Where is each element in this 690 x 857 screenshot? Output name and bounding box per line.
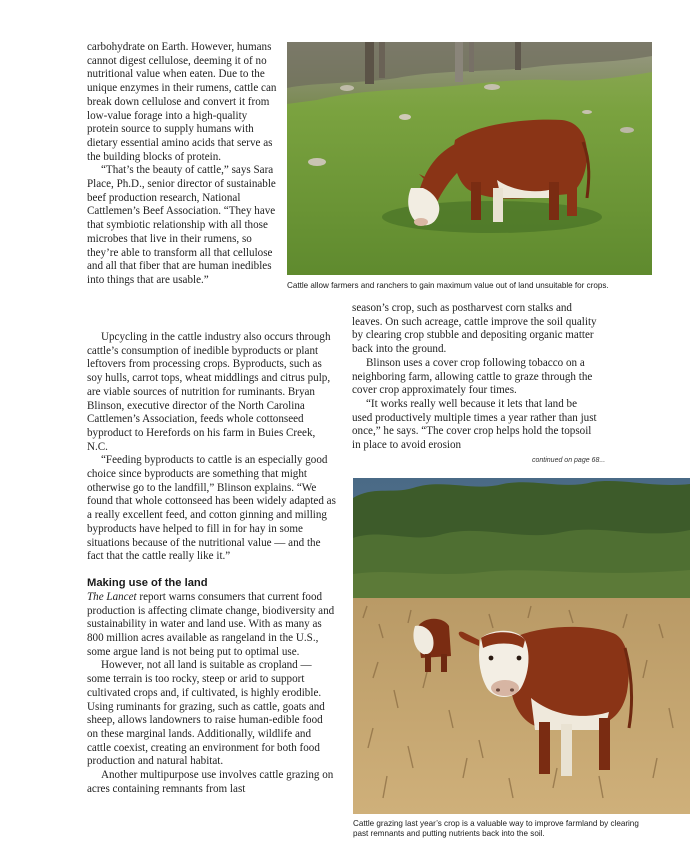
paragraph-cropland: However, not all land is suitable as cropland — some terrain is too rocky, steep or arid to support cultivated crops and, if cultivated, is highly erodible. Using ruminants for grazing, such as cattle, goats and sheep, allows landowners to raise human-edible food on these marginal lands. Additionally, wildlife and cattle coexist, creating an environment for both food production and natural habitat.: [87, 659, 325, 768]
top-photo-caption: Cattle allow farmers and ranchers to gain maximum value out of land unsuitable for crops.: [287, 281, 609, 290]
paragraph-postharvest: season’s crop, such as postharvest corn stalks and leaves. On such acreage, cattle improve the soil quality by clearing crop stubble and depositing organic matter back into the ground.: [352, 302, 597, 356]
paragraph-beauty-of-cattle: “That’s the beauty of cattle,” says Sara Place, Ph.D., senior director of sustainable beef production research, National Cattlemen’s Beef Association. “They have that symbiotic relationship with all those microbes that live in their rumens, so they’re able to transform all that cellulose and all that fiber that are human inedibles into things that are usable.”: [87, 164, 276, 286]
paragraph-cellulose: carbohydrate on Earth. However, humans cannot digest cellulose, deeming it of no nutritional value when eaten. Due to the unique enzymes in their rumens, cattle can break down cellulose and convert it from low-value forage into a high-quality protein source to supply humans with dietary essential amino acids that serve as the building blocks of protein.: [87, 41, 277, 163]
right-column: [352, 302, 597, 453]
paragraph-lancet-text: report warns consumers that current food production is affecting climate change, biodiversity and sustainability in water and land use. With as many as 800 million acres available as rangeland in the U.S., some argue land is not being put to optimal use.: [87, 590, 335, 658]
paragraph-byproducts: “Feeding byproducts to cattle is an especially good choice since byproducts are something that might otherwise go to the landfill,” Blinson explains. “We found that whole cottonseed has been widely adapted as a really excellent feed, and cotton ginning and milling byproducts have helped to fill in for hay in some situations because of the nutritional value — and the fact that the cattle really like it.”: [87, 454, 336, 563]
photo-cow-grazing-pasture: [287, 42, 652, 275]
bottom-photo-caption: Cattle grazing last year’s crop is a valuable way to improve farmland by clearing past remnants and putting nutrients back into the soil.: [353, 819, 639, 838]
photo-cattle-corn-stubble: [353, 478, 690, 814]
paragraph-upcycling: Upcycling in the cattle industry also occurs through cattle’s consumption of inedible byproducts or plant leftovers from processing crops. Byproducts, such as soy hulls, carrot tops, wheat middlings and citrus pulp, are viable sources of nutrition for ruminants. Bryan Blinson, executive director of the North Carolina Cattlemen’s Association, feeds whole cottonseed byproduct to Herefords on his farm in Buies Creek, N.C.: [87, 331, 331, 453]
publication-title: The Lancet: [87, 590, 137, 603]
paragraph-lancet: [87, 591, 336, 660]
left-column-main: [87, 331, 336, 797]
paragraph-cover-crop: Blinson uses a cover crop following tobacco on a neighboring farm, allowing cattle to graze through the cover crop approximately four times.: [352, 356, 593, 397]
paragraph-works-well: “It works really well because it lets that land be used productively multiple times a year rather than just once,” he says. “The cover crop helps hold the topsoil in place to avoid erosion: [352, 397, 597, 452]
paragraph-multipurpose: Another multipurpose use involves cattle grazing on acres containing remnants from last: [87, 769, 334, 795]
continued-note: continued on page 68...: [532, 457, 606, 464]
section-heading: Making use of the land: [87, 576, 208, 589]
left-column-top: [87, 41, 277, 288]
